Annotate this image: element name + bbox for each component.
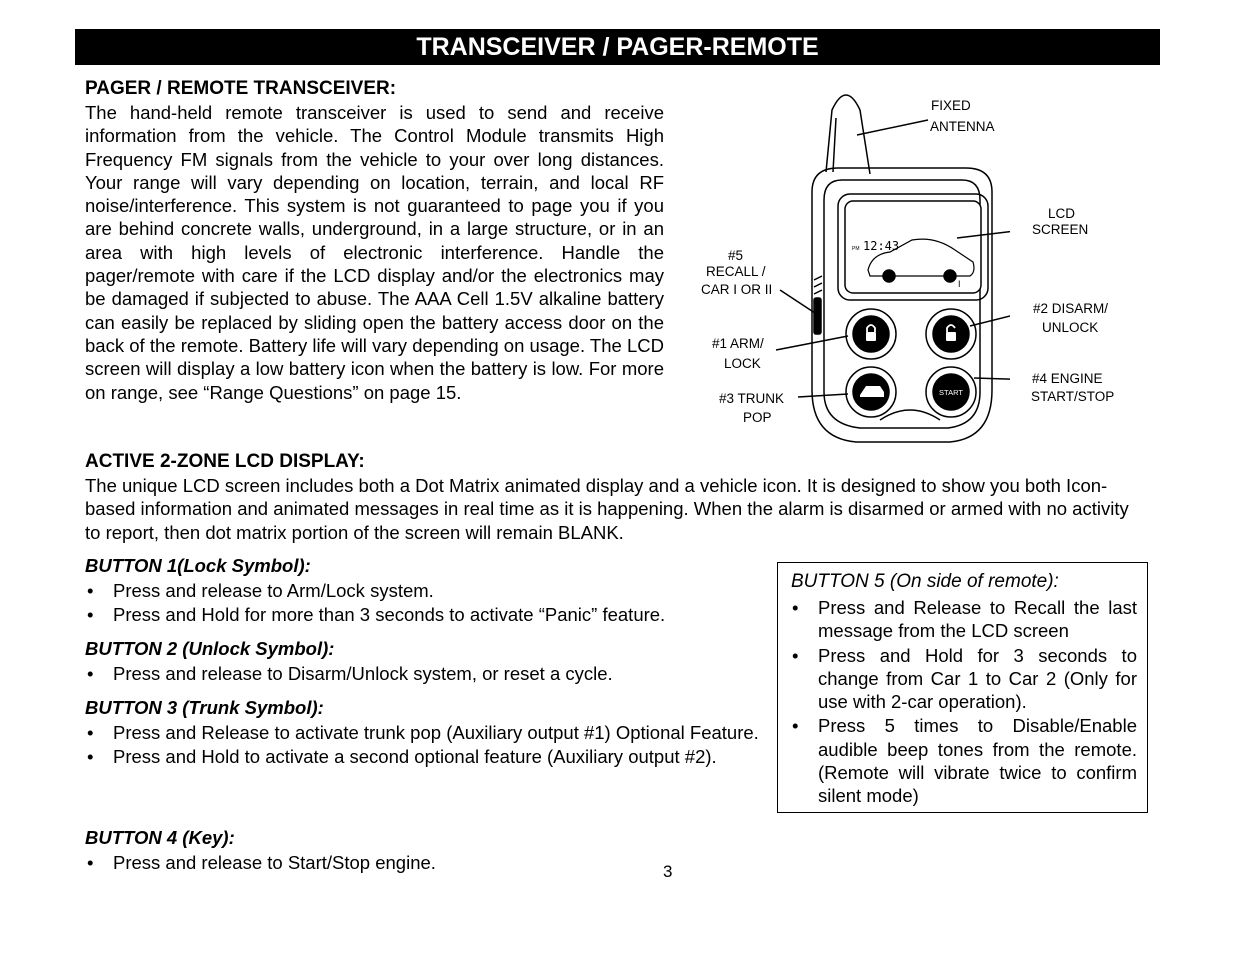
lcd-pm: PM (852, 246, 860, 252)
list-item: • Press and Release to activate trunk pop (Auxiliary output #1) Optional Feature. (85, 721, 763, 744)
label-b3-pop: POP (743, 410, 772, 425)
button1-title: BUTTON 1(Lock Symbol): (85, 555, 311, 576)
button4-title: BUTTON 4 (Key): (85, 827, 235, 848)
label-screen: SCREEN (1032, 222, 1089, 237)
page-number: 3 (663, 862, 673, 881)
section-heading-pager: PAGER / REMOTE TRANSCEIVER: (85, 78, 397, 99)
label-b5-car: CAR I OR II (701, 282, 773, 297)
pager-description: The hand-held remote transceiver is used to send and receive information from the vehicle. The Control Module transmits High Frequency FM signals from the vehicle to your over long distances. Your range will vary depending on location, terrain, and local RF noise/interference. This system is not guaranteed to page you if you are behind concrete walls, underground, in a large structure, or in an area with high levels of electronic interference. Handle the pager/remote with care if the LCD display and/or the electronics may be damaged if subjected to abuse. The AAA Cell 1.5V alkaline battery can easily be replaced by sliding open the battery access door on the back of the remote. Battery life will vary depending on usage. The LCD screen will display a low battery icon when the battery is low. For more on range, see “Range Questions” on page 15. (85, 102, 664, 403)
button3-title: BUTTON 3 (Trunk Symbol): (85, 697, 324, 718)
list-item: • Press and release to Start/Stop engine. (85, 851, 765, 874)
button5-list (790, 596, 1137, 809)
label-b1-lock: LOCK (724, 356, 761, 371)
label-lcd: LCD (1048, 206, 1076, 221)
lcd-description: The unique LCD screen includes both a Dot Matrix animated display and a vehicle icon. It is designed to show you both Icon-based information and animated messages in real time as it is happening. When the alarm is disarmed or armed with no activity to report, then dot matrix portion of the screen will remain BLANK. (85, 475, 1129, 543)
label-antenna: ANTENNA (930, 119, 995, 134)
label-fixed: FIXED (931, 98, 971, 113)
list-item: • Press and Hold for 3 seconds to change from Car 1 to Car 2 (Only for use with 2-car operation). (790, 644, 1137, 714)
list-item: • Press 5 times to Disable/Enable audible beep tones from the remote. (Remote will vibrate twice to confirm silent mode) (790, 714, 1137, 807)
antenna-icon (826, 95, 870, 174)
label-b5-recall: RECALL / (706, 264, 766, 279)
button5-title: BUTTON 5 (On side of remote): (791, 571, 1059, 592)
button3-list (85, 721, 763, 770)
list-item: • Press and release to Disarm/Unlock system, or reset a cycle. (85, 662, 765, 685)
button1-list (85, 579, 765, 628)
label-b2-disarm: #2 DISARM/ (1033, 301, 1109, 316)
section-heading-lcd: ACTIVE 2-ZONE LCD DISPLAY: (85, 451, 365, 472)
list-item: • Press and Release to Recall the last message from the LCD screen (790, 596, 1137, 643)
button2-title: BUTTON 2 (Unlock Symbol): (85, 638, 335, 659)
label-b2-unlock: UNLOCK (1042, 320, 1099, 335)
list-item: • Press and Hold to activate a second optional feature (Auxiliary output #2). (85, 745, 763, 768)
label-b5-num: #5 (728, 248, 744, 263)
label-b4-startstop: START/STOP (1031, 389, 1115, 404)
page-banner: TRANSCEIVER / PAGER-REMOTE (75, 29, 1160, 65)
lcd-time: 12:43 (863, 239, 900, 253)
label-b4-engine: #4 ENGINE (1032, 371, 1103, 386)
button2-list (85, 662, 765, 686)
list-item: • Press and release to Arm/Lock system. (85, 579, 765, 602)
label-b3-trunk: #3 TRUNK (719, 391, 785, 406)
button5-box (777, 562, 1148, 813)
lcd-car-indicator: I (958, 279, 961, 289)
list-item: • Press and Hold for more than 3 seconds to activate “Panic” feature. (85, 603, 765, 626)
start-key-label: START (939, 388, 963, 397)
label-b1-arm: #1 ARM/ (712, 336, 764, 351)
